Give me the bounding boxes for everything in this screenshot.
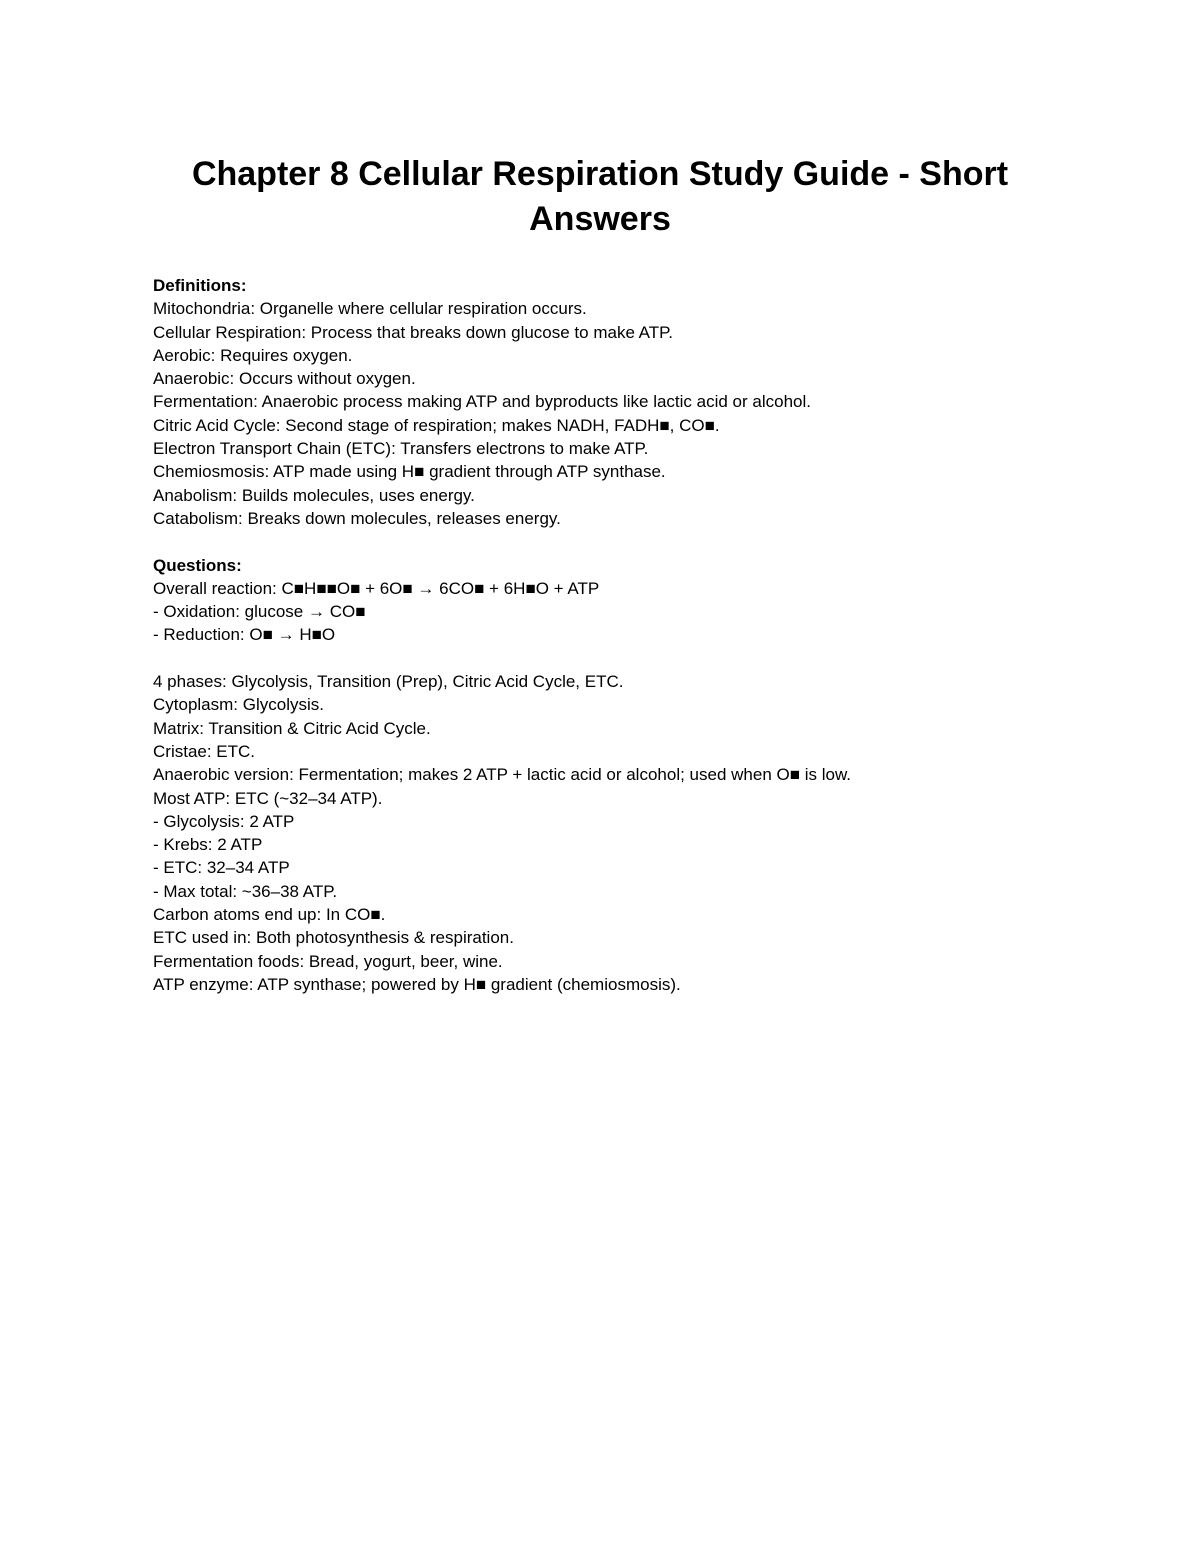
definition-item: Chemiosmosis: ATP made using H■ gradient through ATP synthase. [153, 462, 666, 482]
definition-item: Electron Transport Chain (ETC): Transfers electrons to make ATP. [153, 439, 649, 459]
definitions-list [153, 297, 1053, 530]
definition-item: Fermentation: Anaerobic process making ATP and byproducts like lactic acid or alcohol. [153, 392, 811, 412]
question-item: Carbon atoms end up: In CO■. [153, 905, 386, 925]
question-item: ETC used in: Both photosynthesis & respiration. [153, 928, 514, 948]
questions-heading: Questions: [153, 555, 242, 575]
question-item: - ETC: 32–34 ATP [153, 858, 290, 878]
definition-item: Citric Acid Cycle: Second stage of respiration; makes NADH, FADH■, CO■. [153, 415, 720, 435]
page-title: Chapter 8 Cellular Respiration Study Guide - Short Answers [191, 155, 1009, 238]
document-body [153, 274, 1053, 996]
question-item: Matrix: Transition & Citric Acid Cycle. [153, 718, 431, 738]
questions-block-reaction [153, 577, 1053, 647]
question-item: ATP enzyme: ATP synthase; powered by H■ gradient (chemiosmosis). [153, 974, 681, 994]
question-item: Fermentation foods: Bread, yogurt, beer, wine. [153, 951, 503, 971]
question-item: Cristae: ETC. [153, 741, 256, 761]
question-item: Overall reaction: C■H■■O■ + 6O■ → 6CO■ + 6H■O + ATP [153, 578, 600, 598]
question-item: - Glycolysis: 2 ATP [153, 811, 295, 831]
definition-item: Mitochondria: Organelle where cellular respiration occurs. [153, 299, 587, 319]
definition-item: Cellular Respiration: Process that breaks down glucose to make ATP. [153, 322, 674, 342]
question-item: - Oxidation: glucose → CO■ [153, 602, 366, 622]
question-item: - Max total: ~36–38 ATP. [153, 881, 338, 901]
question-item: Anaerobic version: Fermentation; makes 2 ATP + lactic acid or alcohol; used when O■ is low. [153, 765, 852, 785]
definition-item: Catabolism: Breaks down molecules, releases energy. [153, 508, 561, 528]
question-item: - Reduction: O■ → H■O [153, 625, 336, 645]
definition-item: Anaerobic: Occurs without oxygen. [153, 369, 416, 389]
definition-item: Aerobic: Requires oxygen. [153, 345, 353, 365]
question-item: - Krebs: 2 ATP [153, 835, 263, 855]
question-item: Most ATP: ETC (~32–34 ATP). [153, 788, 383, 808]
questions-block-phases [153, 670, 1053, 996]
question-item: Cytoplasm: Glycolysis. [153, 695, 324, 715]
definition-item: Anabolism: Builds molecules, uses energy. [153, 485, 475, 505]
definitions-heading: Definitions: [153, 276, 247, 295]
section-spacer [153, 530, 1053, 553]
paragraph-spacer [153, 647, 1053, 670]
question-item: 4 phases: Glycolysis, Transition (Prep), Citric Acid Cycle, ETC. [153, 672, 624, 692]
